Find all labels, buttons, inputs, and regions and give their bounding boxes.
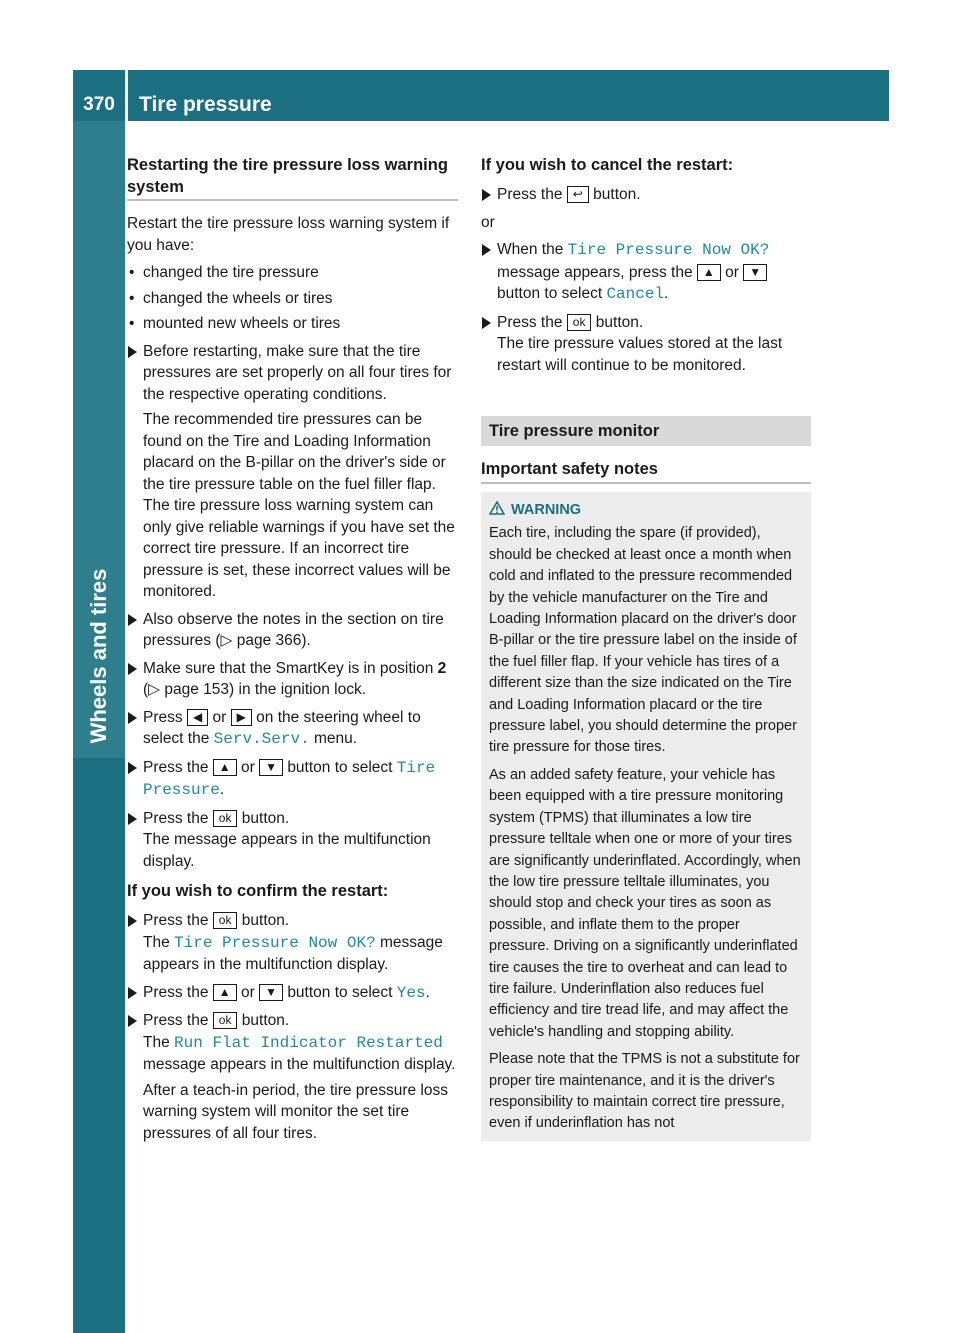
step-text: message appears in the multifunction display. — [143, 933, 443, 973]
or-text: or — [481, 213, 495, 231]
header-divider — [125, 70, 128, 121]
step-text: button. — [593, 186, 641, 203]
step-text: Press the — [143, 983, 209, 1001]
step-arrow-icon — [482, 244, 491, 256]
display-text: Yes — [396, 983, 426, 1002]
display-text: Tire Pressure — [143, 758, 436, 799]
ok-key-icon: ok — [213, 810, 238, 827]
step-text: Press the — [143, 758, 209, 776]
section-bar: Tire pressure monitor — [481, 416, 811, 446]
step-arrow-icon — [128, 915, 137, 927]
step: Press the ▲ or ▼ button to select Tire Pressure. — [127, 757, 458, 802]
step-text: or — [241, 983, 255, 1001]
step — [127, 910, 458, 976]
step — [127, 707, 458, 751]
step-note: The recommended tire pressures can be found on the Tire and Loading Information placard on the B-pillar on the driver's side or the tire pressure table on the fuel filler flap. The tire pressure loss warning system can only give reliable warnings if you have set the correct tire pressure. If an incorrect tire pressure is set, these incorrect values will be monitored. — [143, 411, 455, 600]
step-text: message appears, press the — [497, 263, 693, 281]
warning-triangle-icon — [489, 501, 505, 515]
step-arrow-icon — [128, 813, 137, 825]
down-key-icon: ▼ — [743, 264, 767, 281]
key-position: 2 — [437, 659, 447, 677]
step-text: Make sure that the SmartKey is in position — [143, 659, 438, 677]
list-item: • changed the wheels or tires — [127, 288, 458, 310]
down-key-icon: ▼ — [259, 984, 283, 1001]
step-text: button to select — [287, 983, 393, 1001]
up-key-icon: ▲ — [213, 759, 237, 776]
step-text: or — [212, 708, 227, 726]
up-key-icon: ▲ — [213, 984, 237, 1001]
step-arrow-icon — [482, 189, 491, 201]
side-tab-label: Wheels and tires — [86, 568, 111, 744]
left-key-icon: ◀ — [187, 709, 208, 726]
step-arrow-icon — [482, 317, 491, 329]
step-text: Before restarting, make sure that the tire pressures are set properly on all four tires for the respective operating conditions. — [143, 342, 452, 403]
up-key-icon: ▲ — [697, 264, 721, 281]
step-text: button. — [595, 313, 644, 331]
ok-key-icon: ok — [567, 314, 592, 331]
step-text: Press the — [143, 912, 209, 929]
right-key-icon: ▶ — [231, 709, 252, 726]
confirm-heading: If you wish to confirm the restart: — [127, 882, 389, 900]
step-arrow-icon — [128, 987, 137, 999]
back-key-icon: ↩ — [567, 186, 589, 203]
down-key-icon: ▼ — [259, 759, 283, 776]
subheading: Important safety notes — [481, 458, 811, 484]
step: When the Tire Pressure Now OK? message appears, press the ▲ or ▼ button to select Cancel. — [481, 239, 811, 306]
step-arrow-icon — [128, 614, 137, 626]
step-note: The message appears in the multifunction display. — [143, 831, 431, 870]
step-text: or — [241, 758, 255, 776]
intro-text: Restart the tire pressure loss warning system if you have: — [127, 215, 450, 254]
warning-paragraph: Each tire, including the spare (if provided), should be checked at least once a month when cold and inflated to the pressure recommended by the vehicle manufacturer on the Tire and Loading Information placard on the driver's door B-pillar or the tire pressure label on the inside of the fuel filler flap. If your vehicle has tires of a different size than the size indicated on the Tire and Loading Information placard or the tire pressure label, you should determine the proper tire pressure for those tires. — [489, 525, 797, 756]
display-text: Cancel — [606, 285, 665, 303]
section-heading: Restarting the tire pressure loss warning system — [127, 154, 458, 201]
step — [127, 808, 458, 873]
ok-key-icon: ok — [213, 1012, 238, 1029]
display-text: Tire Pressure Now OK? — [567, 241, 770, 259]
step — [481, 184, 811, 206]
page-header — [73, 70, 889, 121]
step-text: Also observe the notes in the section on tire pressures (▷ page 366). — [143, 610, 444, 649]
list-item: • mounted new wheels or tires — [127, 313, 458, 335]
step-arrow-icon — [128, 1015, 137, 1027]
cancel-heading: If you wish to cancel the restart: — [481, 156, 734, 174]
step-text: The — [143, 1033, 170, 1051]
page-title: Tire pressure — [139, 93, 272, 116]
step-arrow-icon — [128, 663, 137, 675]
step-text: menu. — [314, 730, 358, 747]
list-item: • changed the tire pressure — [127, 262, 458, 284]
warning-paragraph: As an added safety feature, your vehicle has been equipped with a tire pressure monitoring system (TPMS) that illuminates a low tire pressure telltale when one or more of your tires are significantly underinflated. Accordingly, when the low tire pressure telltale illuminates, you should stop and check your tires as soon as possible, and inflate them to the proper pressure. Driving on a significantly underinflated tire causes the tire to overheat and can lead to tire failure. Underinflation also reduces fuel efficiency and tire tread life, and may affect the vehicle's handling and stopping ability. — [489, 766, 801, 1040]
step-text: Press the — [143, 809, 209, 827]
step-text: Press — [143, 708, 183, 726]
page-number: 370 — [83, 94, 115, 115]
step-text: on the steering wheel to select the — [143, 708, 421, 747]
display-text: Tire Pressure Now OK? — [174, 933, 376, 952]
step: Press the ▲ or ▼ button to select Yes. — [127, 982, 458, 1005]
step-text: or — [725, 263, 739, 281]
step-text: button. — [241, 912, 290, 929]
step — [127, 609, 458, 652]
step-text: The — [143, 933, 170, 951]
step-text: message appears in the multifunction display. — [143, 1056, 456, 1073]
step-note: After a teach-in period, the tire pressure loss warning system will monitor the set tire pressures of all four tires. — [143, 1081, 448, 1142]
display-text: Run Flat Indicator Restarted — [174, 1033, 443, 1052]
step — [127, 341, 458, 603]
step-text: (▷ page 153) in the ignition lock. — [143, 681, 367, 698]
display-text: Serv.Serv. — [213, 730, 310, 748]
step-note: The tire pressure values stored at the last restart will continue to be monitored. — [497, 335, 783, 374]
step-text: When the — [497, 241, 564, 258]
left-column — [127, 154, 458, 1150]
warning-title: WARNING — [511, 502, 582, 518]
step-text: button. — [241, 1012, 290, 1029]
step-text: button to select — [287, 758, 393, 776]
step-text: Press the — [143, 1012, 209, 1029]
step — [127, 658, 458, 701]
warning-header — [489, 500, 803, 521]
warning-paragraph: Please note that the TPMS is not a substitute for proper tire maintenance, and it is the driver's responsibility to maintain correct tire pressure, even if underinflation has not — [489, 1051, 800, 1132]
step-text: Press the — [497, 313, 563, 331]
warning-box — [481, 492, 811, 1141]
step-text: button to select — [497, 285, 603, 302]
right-column — [481, 154, 811, 1141]
ok-key-icon: ok — [213, 912, 238, 929]
step-arrow-icon — [128, 712, 137, 724]
step — [127, 1010, 458, 1144]
step-text: button. — [241, 809, 290, 827]
step-text: Press the — [497, 186, 563, 203]
step — [481, 312, 811, 377]
step-arrow-icon — [128, 346, 137, 358]
step-arrow-icon — [128, 762, 137, 774]
